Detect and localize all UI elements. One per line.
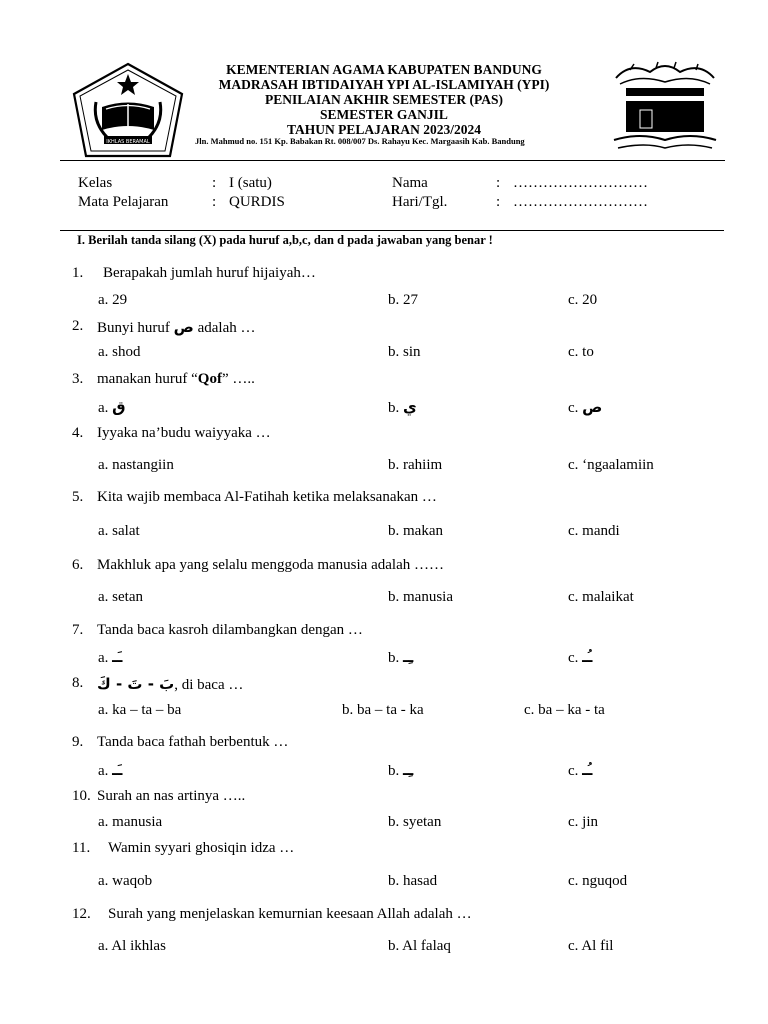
nama-colon: :: [496, 175, 501, 191]
option-a: a. nastangiin: [98, 457, 174, 473]
kelas-colon: :: [212, 175, 217, 191]
question-text: Surah an nas artinya …..: [97, 788, 246, 804]
option-b: b. manusia: [388, 589, 453, 605]
option-a: a. Al ikhlas: [98, 938, 166, 954]
nama-label: Nama: [392, 175, 428, 191]
option-a: a. manusia: [98, 814, 163, 830]
hari-colon: :: [496, 194, 501, 210]
question-number: 1.: [72, 265, 84, 281]
question-number: 3.: [72, 371, 84, 387]
instruction: I. Berilah tanda silang (X) pada huruf a,b,c, dan d pada jawaban yang benar !: [77, 233, 493, 247]
option-c: c. ‘ngaalamiin: [568, 457, 654, 473]
option-c: c. jin: [568, 814, 598, 830]
option-a: a. ـَـ: [98, 648, 123, 666]
option-c: c. Al fil: [568, 938, 614, 954]
option-a: a. ق: [98, 398, 126, 416]
option-c: c. to: [568, 344, 594, 360]
question-number: 2.: [72, 318, 84, 334]
question-number: 7.: [72, 622, 84, 638]
question-text: Berapakah jumlah huruf hijaiyah…: [103, 265, 316, 281]
nama-blank: ………………………: [513, 175, 648, 191]
question-number: 9.: [72, 734, 84, 750]
mapel-value: QURDIS: [229, 194, 285, 210]
option-b: b. sin: [388, 344, 421, 360]
question-number: 4.: [72, 425, 84, 441]
option-c: c. malaikat: [568, 589, 634, 605]
question-text: Makhluk apa yang selalu menggoda manusia adalah ……: [97, 557, 444, 573]
question-number: 12.: [72, 906, 91, 922]
info-divider: [60, 230, 724, 231]
option-a: a. ka – ta – ba: [98, 702, 182, 718]
question-text: Iyyaka na’budu waiyyaka …: [97, 425, 271, 441]
question-text: Surah yang menjelaskan kemurnian keesaan Allah adalah …: [108, 906, 472, 922]
header-ministry: KEMENTERIAN AGAMA KABUPATEN BANDUNG: [226, 62, 542, 77]
option-b: b. syetan: [388, 814, 442, 830]
option-b: b. hasad: [388, 873, 438, 889]
option-c: c. mandi: [568, 523, 620, 539]
question-text: Kita wajib membaca Al-Fatihah ketika melaksanakan …: [97, 489, 437, 505]
option-b: b. makan: [388, 523, 443, 539]
arabic-syllables: بَ - تَ - كَ: [97, 675, 175, 693]
option-a: a. setan: [98, 589, 143, 605]
question-text: manakan huruf “Qof” …..: [97, 371, 255, 387]
option-c: c. 20: [568, 292, 598, 308]
hari-label: Hari/Tgl.: [392, 194, 448, 210]
header-address: Jln. Mahmud no. 151 Kp. Babakan Rt. 008/007 Ds. Rahayu Kec. Margaasih Kab. Bandung: [195, 136, 525, 146]
option-c: c. ba – ka - ta: [524, 702, 605, 718]
kelas-label: Kelas: [78, 175, 113, 191]
question-number: 11.: [72, 840, 91, 856]
option-a: a. waqob: [98, 873, 153, 889]
question-number: 6.: [72, 557, 84, 573]
header-year: TAHUN PELAJARAN 2023/2024: [286, 122, 481, 137]
question-text: Tanda baca kasroh dilambangkan dengan …: [97, 622, 363, 638]
header-school: MADRASAH IBTIDAIYAH YPI AL-ISLAMIYAH (YPI): [218, 77, 550, 92]
question-number: 10.: [72, 788, 91, 804]
option-b: b. ـِـ: [388, 761, 414, 779]
header-exam: PENILAIAN AKHIR SEMESTER (PAS): [265, 92, 503, 107]
mapel-colon: :: [212, 194, 217, 210]
header-divider: [60, 160, 725, 161]
header-semester: SEMESTER GANJIL: [320, 107, 448, 122]
option-a: a. shod: [98, 344, 141, 360]
mapel-label: Mata Pelajaran: [78, 194, 169, 210]
option-a: a. salat: [98, 523, 140, 539]
option-a: a. ـَـ: [98, 761, 123, 779]
question-number: 5.: [72, 489, 84, 505]
question-text: بَ - تَ - كَ, di baca …: [97, 675, 244, 693]
question-text: Wamin syyari ghosiqin idza …: [108, 840, 295, 856]
option-c: c. ـُـ: [568, 648, 593, 666]
option-c: c. nguqod: [568, 873, 628, 889]
arabic-letter: ص: [173, 318, 194, 336]
option-c: c. ـُـ: [568, 761, 593, 779]
logo-motto: IKHLAS BERAMAL: [106, 139, 150, 145]
option-b: b. ba – ta - ka: [342, 702, 424, 718]
hari-blank: ………………………: [513, 194, 648, 210]
option-a: a. 29: [98, 292, 128, 308]
option-c: c. ص: [568, 398, 603, 416]
option-b: b. ي: [388, 398, 417, 416]
question-number: 8.: [72, 675, 84, 691]
question-text: Tanda baca fathah berbentuk …: [97, 734, 289, 750]
kelas-value: I (satu): [229, 175, 272, 191]
option-b: b. ـِـ: [388, 648, 414, 666]
option-b: b. 27: [388, 292, 418, 308]
option-b: b. rahiim: [388, 457, 443, 473]
option-b: b. Al falaq: [388, 938, 451, 954]
question-text: Bunyi huruf ص adalah …: [97, 318, 256, 336]
